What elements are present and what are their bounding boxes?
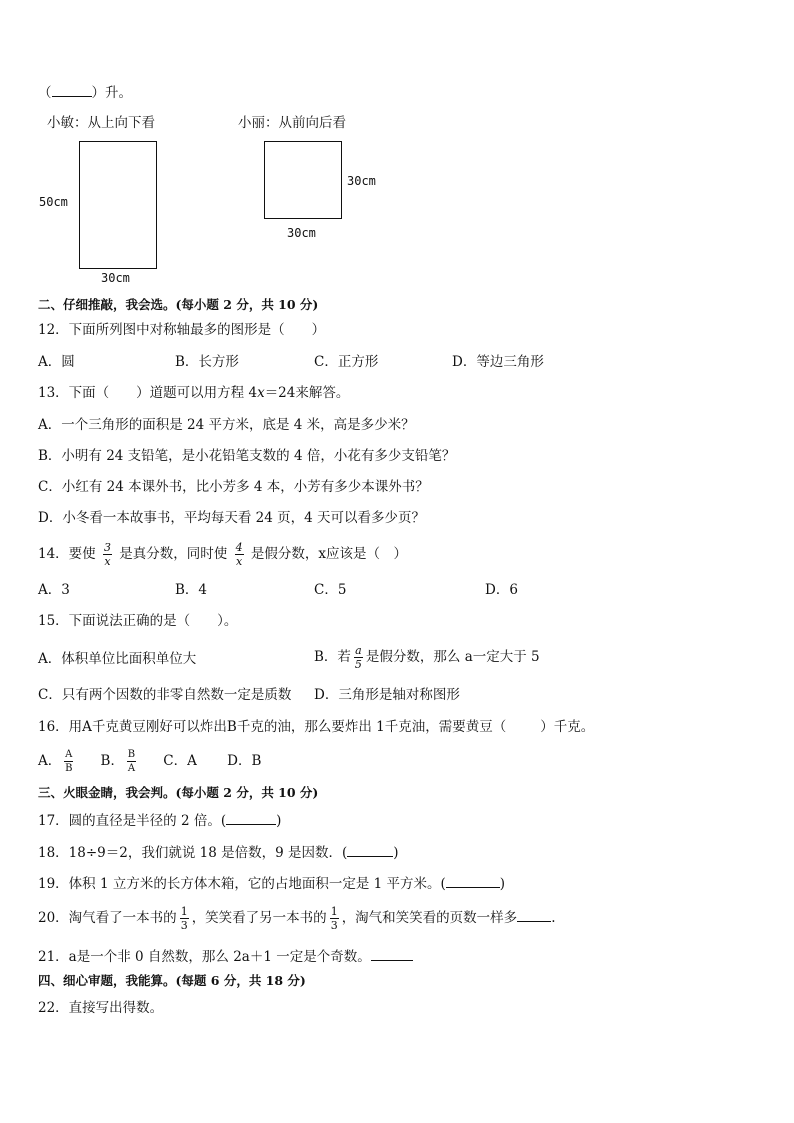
q13-option-b[interactable]: B．小明有 24 支铅笔，是小花铅笔支数的 4 倍，小花有多少支铅笔？ — [38, 448, 456, 464]
q22-stem: 22．直接写出得数。 — [38, 1000, 164, 1016]
q13-option-a[interactable]: A．一个三角形的面积是 24 平方米，底是 4 米，高是多少米？ — [38, 417, 415, 433]
q16-a-fraction: $\frac{A}{B}$ — [65, 749, 73, 774]
front-view-square — [264, 141, 342, 219]
q14-fraction-2: $\frac{4}{x}$ — [235, 541, 243, 568]
q13-option-d[interactable]: D．小冬看一本故事书，平均每天看 24 页，4 天可以看多少页？ — [38, 510, 425, 526]
prev-answer-line: （ ）升。 — [38, 82, 132, 102]
answer-blank[interactable] — [52, 82, 92, 97]
q20-fraction-1: $\frac{1}{3}$ — [180, 905, 188, 932]
q12-option-d[interactable]: D．等边三角形 — [452, 354, 544, 370]
q15-option-d[interactable]: D．三角形是轴对称图形 — [314, 687, 460, 703]
q19: 19．体积 1 立方米的长方体木箱，它的占地面积一定是 1 平方米。( ) — [38, 873, 505, 893]
q14-option-c[interactable]: C．5 — [314, 582, 347, 598]
q15-option-b[interactable] — [314, 642, 540, 672]
q15-option-c[interactable]: C．只有两个因数的非零自然数一定是质数 — [38, 687, 292, 703]
q15-stem: 15．下面说法正确的是（ ）。 — [38, 613, 238, 629]
right-caption: 小丽：从前向后看 — [238, 115, 346, 131]
q16-option-b[interactable]: B． $\frac{B}{A}$ — [100, 749, 136, 774]
q16-options — [38, 746, 261, 776]
top-view-rectangle — [79, 141, 157, 269]
q19-answer-blank[interactable] — [446, 873, 500, 888]
q21-answer-blank[interactable] — [371, 946, 413, 961]
q15-b-part2: 是假分数，那么 a一定大于 5 — [365, 649, 540, 665]
q17: 17．圆的直径是半径的 2 倍。( ) — [38, 810, 281, 830]
prev-answer-tail: 升。 — [105, 85, 132, 101]
q12-stem: 12．下面所列图中对称轴最多的图形是（ ） — [38, 322, 326, 338]
q16-option-d[interactable]: D．B — [227, 753, 262, 769]
q13-stem-b: ＝24来解答。 — [264, 385, 350, 401]
q16-stem — [38, 718, 594, 736]
q17-answer-blank[interactable] — [226, 810, 276, 825]
q18: 18．18÷9＝2，我们就说 18 是倍数，9 是因数．( ) — [38, 842, 399, 862]
q14-fraction-1: $\frac{3}{x}$ — [103, 541, 111, 568]
right-width-label: 30cm — [287, 226, 316, 240]
q21: 21．a是一个非 0 自然数，那么 2a＋1 一定是个奇数。 — [38, 946, 413, 966]
left-caption: 小敏：从上向下看 — [47, 115, 155, 131]
q15-b-part1: B．若 — [314, 649, 351, 665]
q12-option-c[interactable]: C．正方形 — [314, 354, 379, 370]
q13-stem-a: 13．下面（ ）道题可以用方程 4 — [38, 385, 258, 401]
q14-part2: 是真分数，同时使 — [119, 546, 228, 562]
q15-fraction: $\frac{a}{5}$ — [354, 644, 362, 671]
section-3-title: 三、火眼金睛，我会判。(每小题 2 分，共 10 分) — [38, 785, 319, 800]
q16-stem-a: 16．用A千克黄豆刚好可以炸出B千克的油，那么要炸出 1千克油，需要黄豆（ — [38, 719, 507, 735]
q14-stem — [38, 540, 407, 568]
q13-variable: x — [257, 385, 265, 401]
q15-option-a[interactable]: A．体积单位比面积单位大 — [38, 651, 197, 667]
q14-part3: 是假分数，x应该是（ ） — [250, 546, 407, 562]
q20-answer-blank[interactable] — [517, 907, 551, 922]
q14-option-d[interactable]: D．6 — [485, 582, 518, 598]
q16-stem-b: ）千克。 — [540, 719, 595, 735]
q20: 20．淘气看了一本书的 $\frac{1}{3}$ ，笑笑看了另一本书的 $\frac{1}{3}$ ，淘气和笑笑看的页数一样多 . — [38, 905, 556, 932]
q14-option-b[interactable]: B．4 — [175, 582, 208, 598]
q13-option-c[interactable]: C．小红有 24 本课外书，比小芳多 4 本，小芳有多少本课外书？ — [38, 479, 429, 495]
left-width-label: 30cm — [101, 271, 130, 285]
right-height-label: 30cm — [347, 174, 376, 188]
q20-fraction-2: $\frac{1}{3}$ — [330, 905, 338, 932]
q13-stem — [38, 384, 349, 402]
q14-option-a[interactable]: A．3 — [38, 582, 70, 598]
q14-part1: 14．要使 — [38, 546, 96, 562]
q16-option-a[interactable]: A． $\frac{A}{B}$ — [38, 749, 73, 774]
q12-option-a[interactable]: A．圆 — [38, 354, 75, 370]
left-height-label: 50cm — [39, 195, 68, 209]
q18-answer-blank[interactable] — [347, 842, 393, 857]
q16-option-c[interactable]: C．A — [163, 753, 197, 769]
q12-option-b[interactable]: B．长方形 — [175, 354, 239, 370]
section-2-title: 二、仔细推敲，我会选。(每小题 2 分，共 10 分) — [38, 297, 319, 312]
q16-b-fraction: $\frac{B}{A}$ — [127, 749, 136, 774]
section-4-title: 四、细心审题，我能算。(每题 6 分，共 18 分) — [38, 973, 306, 988]
